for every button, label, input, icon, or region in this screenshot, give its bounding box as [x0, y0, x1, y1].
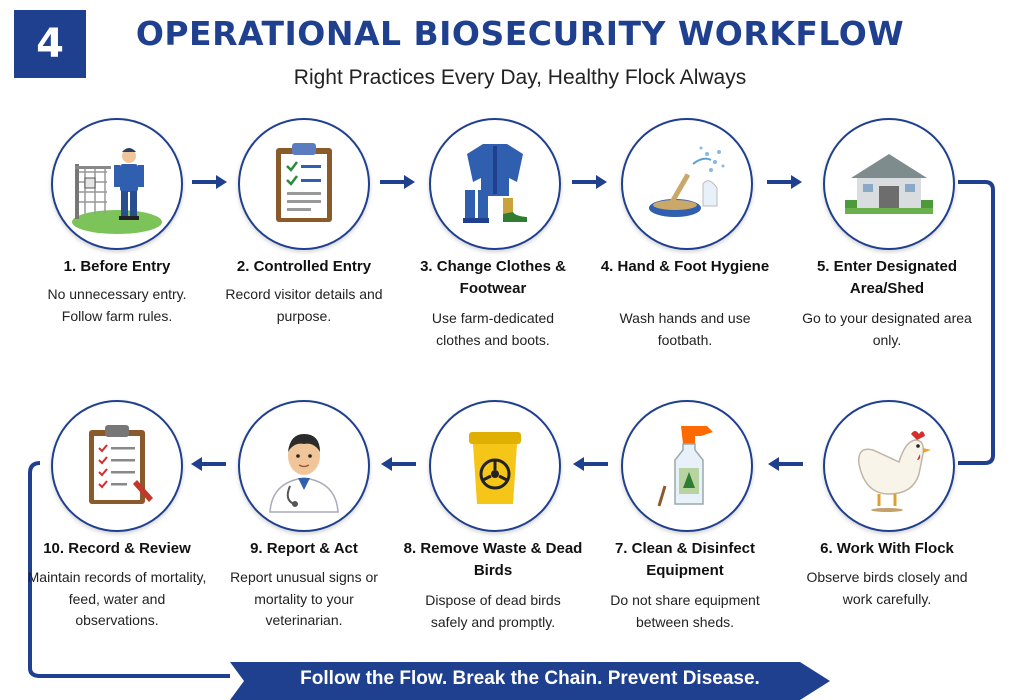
biohazard-bin-icon [445, 416, 545, 516]
records-icon [67, 416, 167, 516]
step-4-description: Wash hands and use footbath. [619, 310, 751, 348]
hen-icon [839, 416, 939, 516]
step-6-circle [823, 400, 955, 532]
footer-banner-text: Follow the Flow. Break the Chain. Prevent Disease. [300, 668, 760, 689]
step-2-description: Record visitor details and purpose. [225, 286, 383, 324]
step-8-description: Dispose of dead birds safely and promptly. [425, 592, 561, 630]
step-3-circle [429, 118, 561, 250]
clipboard-icon [254, 134, 354, 234]
farm-worker-gate-icon [67, 134, 167, 234]
page-title: OPERATIONAL BIOSECURITY WORKFLOW [135, 14, 905, 53]
arrow-left-icon [765, 454, 805, 474]
step-1-circle [51, 118, 183, 250]
arrow-right-icon [378, 172, 418, 192]
step-4-circle [621, 118, 753, 250]
step-5-circle [823, 118, 955, 250]
step-10-description: Maintain records of mortality, feed, water and observations. [27, 569, 207, 629]
arrow-right-icon [190, 172, 230, 192]
step-9-title: 9. Report & Act [250, 540, 358, 557]
step-1-title: 1. Before Entry [63, 258, 171, 275]
step-10-circle [51, 400, 183, 532]
step-7-title: 7. Clean & Disinfect Equipment [614, 540, 756, 579]
arrow-right-icon [570, 172, 610, 192]
page-subtitle: Right Practices Every Day, Healthy Flock Always [293, 66, 747, 89]
spray-bottle-icon [637, 416, 737, 516]
step-5-description: Go to your designated area only. [802, 310, 972, 348]
step-6-description: Observe birds closely and work carefully. [806, 569, 968, 607]
step-2-title: 2. Controlled Entry [236, 258, 372, 275]
step-5-title: 5. Enter Designated Area/Shed [816, 258, 958, 297]
section-number-badge: 4 [14, 10, 86, 78]
step-8-title: 8. Remove Waste & Dead Birds [403, 540, 583, 579]
coverall-boots-icon [445, 134, 545, 234]
arrow-left-icon [378, 454, 418, 474]
arrow-right-icon [765, 172, 805, 192]
step-2-circle [238, 118, 370, 250]
step-1-description: No unnecessary entry. Follow farm rules. [47, 286, 187, 324]
step-8-circle [429, 400, 561, 532]
step-4-title: 4. Hand & Foot Hygiene [600, 258, 770, 275]
arrow-left-icon [188, 454, 228, 474]
step-6-title: 6. Work With Flock [820, 540, 954, 557]
step-3-description: Use farm-dedicated clothes and boots. [431, 310, 555, 348]
poultry-shed-icon [839, 134, 939, 234]
step-9-description: Report unusual signs or mortality to your veterinarian. [230, 569, 378, 629]
step-10-title: 10. Record & Review [43, 540, 191, 557]
footbath-icon [637, 134, 737, 234]
step-3-title: 3. Change Clothes & Footwear [420, 258, 566, 297]
veterinarian-icon [254, 416, 354, 516]
step-7-description: Do not share equipment between sheds. [610, 592, 760, 630]
arrow-left-icon [570, 454, 610, 474]
step-7-circle [621, 400, 753, 532]
step-9-circle [238, 400, 370, 532]
